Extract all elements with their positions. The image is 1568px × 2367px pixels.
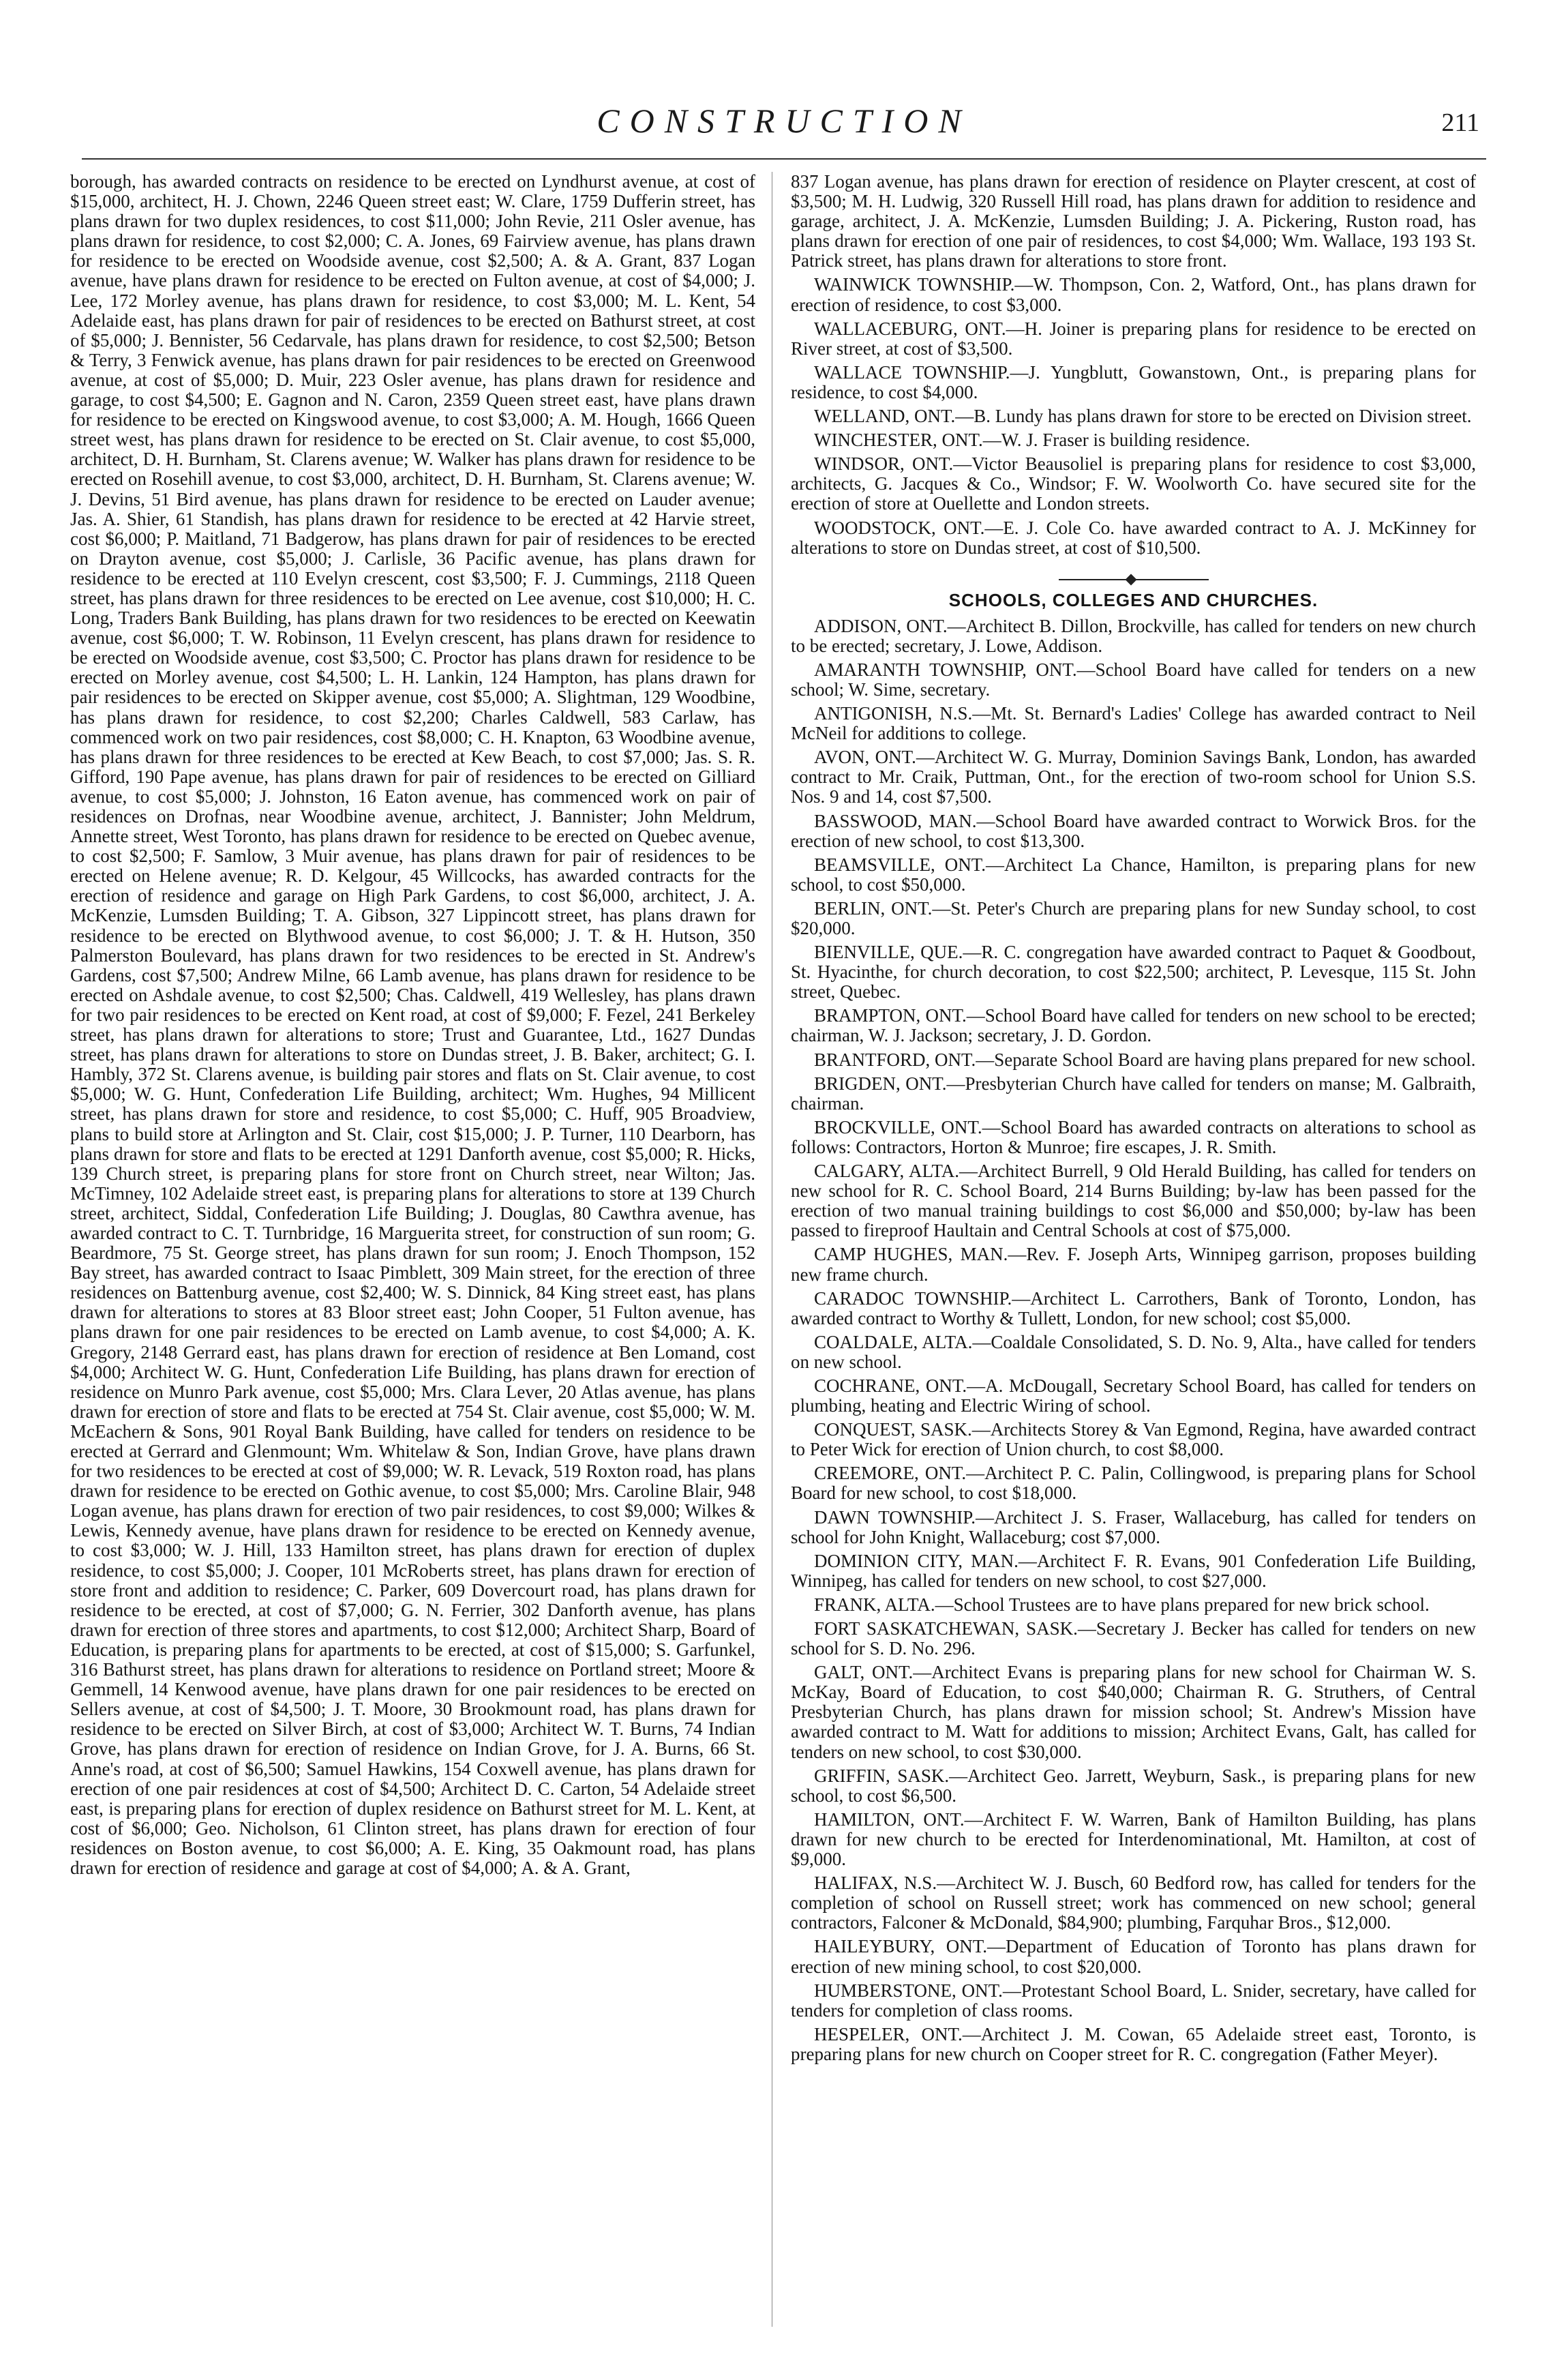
journal-title: CONSTRUCTION bbox=[597, 102, 971, 140]
news-entry: HAILEYBURY, ONT.—Department of Education of Toronto has plans drawn for erection of new mining school, to cost $20,000. bbox=[791, 1936, 1476, 1977]
residences-continued bbox=[791, 172, 1476, 558]
news-entry: HESPELER, ONT.—Architect J. M. Cowan, 65 Adelaide street east, Toronto, is preparing plans for new church on Cooper street for R. C. congregation (Father Meyer). bbox=[791, 2023, 1476, 2064]
news-entry: DOMINION CITY, MAN.—Architect F. R. Evans, 901 Confederation Life Building, Winnipeg, has called for tenders on new school, to cost $27,000. bbox=[791, 1550, 1476, 1591]
header-rule bbox=[82, 158, 1486, 160]
news-entry: 837 Logan avenue, has plans drawn for erection of residence on Playter crescent, at cost of $3,500; M. H. Ludwig, 320 Russell Hill road, has plans drawn for addition to residence and garage, architect, J. A. McKenzie, Lumsden Building; J. A. Pickering, Ruston road, has plans drawn for erection of one pair of residences, to cost $4,000; Wm. Wallace, 193 193 St. Patrick street, has plans drawn for alterations to store front. bbox=[791, 172, 1476, 271]
news-entry: BRIGDEN, ONT.—Presbyterian Church have called for tenders on manse; M. Galbraith, chairman. bbox=[791, 1073, 1476, 1114]
news-entry: CALGARY, ALTA.—Architect Burrell, 9 Old Herald Building, has called for tenders on new school for R. C. School Board, 214 Burns Building; by-law has been passed for the erection of two manual training buildings to cost $6,000 and $50,000; by-law has been passed to fireproof Haultain and Central Schools at cost of $75,000. bbox=[791, 1161, 1476, 1241]
news-entry: CAMP HUGHES, MAN.—Rev. F. Joseph Arts, Winnipeg garrison, proposes building new frame church. bbox=[791, 1244, 1476, 1285]
news-entry: HUMBERSTONE, ONT.—Protestant School Board, L. Snider, secretary, have called for tenders for completion of class rooms. bbox=[791, 1980, 1476, 2021]
news-entry: WALLACEBURG, ONT.—H. Joiner is preparing plans for residence to be erected on River street, at cost of $3,500. bbox=[791, 318, 1476, 359]
news-entry: HAMILTON, ONT.—Architect F. W. Warren, Bank of Hamilton Building, has plans drawn for new church to be erected for Interdenominational, Mt. Hamilton, at cost of $9,000. bbox=[791, 1808, 1476, 1870]
continued-paragraph: borough, has awarded contracts on residence to be erected on Lyndhurst avenue, at cost of $15,000, architect, H. J. Chown, 2246 Queen street east; W. Clare, 1759 Dufferin street, has plans drawn for two duplex residences, to cost $11,000; John Revie, 211 Osler avenue, has plans drawn for residence, to cost $2,000; C. A. Jones, 69 Fairview avenue, has plans drawn for residence to be erected on Woodside avenue, cost $2,500; A. & A. Grant, 837 Logan avenue, have plans drawn for residence to be erected on Fulton avenue, at cost of $4,000; J. Lee, 172 Morley avenue, has plans drawn for residence, to cost $3,000; M. L. Kent, 54 Adelaide east, has plans drawn for pair of residences to be erected on Bathurst street, at cost of $5,000; J. Bennister, 56 Cedarvale, has plans drawn for residence, to cost $2,500; Betson & Terry, 3 Fenwick avenue, has plans drawn for pair residences to be erected on Greenwood avenue, at cost of $5,000; D. Muir, 223 Osler avenue, has plans drawn for residence and garage, to cost $4,500; E. Gagnon and N. Caron, 2359 Queen street east, have plans drawn for residence to be erected on Kingswood avenue, to cost $3,000; A. M. Hough, 1666 Queen street west, has plans drawn for residence to be erected on St. Clair avenue, to cost $5,000, architect, D. H. Burnham, St. Clarens avenue; W. Walker has plans drawn for residence to be erected on Rosehill avenue, to cost $3,000, architect, D. H. Burnham, St. Clarens avenue; W. J. Devins, 51 Bird avenue, has plans drawn for residence to be erected on Lauder avenue; Jas. A. Shier, 61 Standish, has plans drawn for residence to be erected at 42 Harvie street, cost $6,000; P. Maitland, 71 Badgerow, has plans drawn for pair of residences to be erected on Drayton avenue, cost $5,000; J. Carlisle, 36 Pacific avenue, has plans drawn for residence to be erected at 110 Evelyn crescent, cost $3,500; F. J. Cummings, 2118 Queen street, has plans drawn for three residences to be erected on Lee avenue, cost $10,000; H. C. Long, Traders Bank Building, has plans drawn for two residences to be erected on Keewatin avenue, cost $6,000; T. W. Robinson, 11 Evelyn crescent, has plans drawn for residence to be erected on Woodside avenue, cost $3,500; C. Proctor has plans drawn for residence to be erected on Morley avenue, cost $4,500; L. H. Lankin, 124 Hampton, has plans drawn for pair residences to be erected on Skipper avenue, cost $5,000; A. Slightman, 129 Woodbine, has plans drawn for residence, to cost $2,200; Charles Caldwell, 583 Carlaw, has commenced work on two pair residences, cost $8,000; C. H. Knapton, 63 Woodbine avenue, has plans drawn for three residences to be erected at Kew Beach, to cost $7,000; Jas. S. R. Gifford, 190 Pape avenue, has plans drawn for pair of residences to be erected on Gilliard avenue, to cost $5,000; J. Johnston, 16 Eaton avenue, has commenced work on pair of residences on Drofnas, near Woodbine avenue, architect, J. Bannister; John Meldrum, Annette street, West Toronto, has plans drawn for residence to be erected on Quebec avenue, to cost $2,500; F. Samlow, 3 Muir avenue, has plans drawn for pair of residences to be erected on Helene avenue; R. D. Kelgour, 45 Willcocks, has awarded contracts for the erection of residence and garage on High Park Gardens, to cost $6,000, architect, J. A. McKenzie, Lumsden Building; T. A. Gibson, 327 Lippincott street, has plans drawn for residence to be erected on Blythwood avenue, to cost $6,000; J. T. & H. Hutson, 350 Palmerston Boulevard, has plans drawn for two residences to be erected in St. Andrew's Gardens, cost $7,500; Andrew Milne, 66 Lamb avenue, has plans drawn for residence to be erected on Ashdale avenue, to cost $2,500; Chas. Caldwell, 419 Wellesley, has plans drawn for two pair residences to be erected on Kent road, at cost of $9,000; F. Fezel, 241 Berkeley street, has plans drawn for alterations to store; Trust and Guarantee, Ltd., 1627 Dundas street, has plans drawn for alterations to store on Dundas street, J. B. Baker, architect; G. I. Hambly, 372 St. Clarens avenue, is building pair stores and flats on St. Clair avenue, to cost $5,000; W. G. Hunt, Confederation Life Building, architect; Wm. Hughes, 94 Millicent street, has plans drawn for store and residence, to cost $5,000; C. Huff, 905 Broadview, plans to build store at Arlington and St. Clair, cost $15,000; J. P. Turner, 110 Dearborn, has plans drawn for store and flats to be erected at 1291 Danforth avenue, cost $5,000; R. Hicks, 139 Church street, is preparing plans for store front on Church street, near Wilton; Jas. McTimney, 102 Adelaide street east, is preparing plans for alterations to store at 139 Church street, architect, Siddal, Confederation Life Building; J. Douglas, 80 Cawthra avenue, has awarded contract to C. T. Turnbridge, 16 Marguerita street, for construction of sun room; G. Beardmore, 75 St. George street, has plans drawn for sun room; J. Enoch Thompson, 152 Bay street, has awarded contract to Isaac Pimblett, 309 Main street, for the erection of three residences on Battenburg avenue, cost $2,400; W. S. Dinnick, 84 King street east, has plans drawn for alterations to stores at 83 Bloor street east; John Cooper, 51 Fulton avenue, has plans drawn for one pair residences to be erected on Lamb avenue, to cost $4,000; A. K. Gregory, 2148 Gerrard east, has plans drawn for erection of residence at Ben Lomand, cost $4,000; Architect W. G. Hunt, Confederation Life Building, has plans drawn for erection of residence on Munro Park avenue, cost $5,000; Mrs. Clara Lever, 20 Atlas avenue, has plans drawn for erection of store and flats to be erected at 754 St. Clair avenue, cost $5,000; W. M. McEachern & Sons, 901 Royal Bank Building, have called for tenders on residence to be erected at Gerrard and Glenmount; Wm. Whitelaw & Son, Indian Grove, have plans drawn for two residences to be erected at cost of $9,000; W. R. Levack, 519 Roxton road, has plans drawn for residence to be erected on Gothic avenue, to cost $5,000; Mrs. Caroline Blair, 948 Logan avenue, has plans drawn for erection of two pair residences, to cost $9,000; Wilkes & Lewis, Kennedy avenue, have plans drawn for residence to be erected on Kennedy avenue, to cost $3,000; W. J. Hill, 133 Hamilton street, has plans drawn for erection of duplex residence, to cost $5,000; J. Cooper, 101 McRoberts street, has plans drawn for erection of store front and addition to residence; C. Parker, 609 Dovercourt road, has plans drawn for residence to be erected, at cost of $7,000; G. N. Ferrier, 302 Danforth avenue, has plans drawn for erection of three stores and apartments, to cost $12,000; Architect Sharp, Board of Education, is preparing plans for apartments to be erected, at cost of $15,000; S. Garfunkel, 316 Bathurst street, has plans drawn for alterations to residence on Portland street; Moore & Gemmell, 14 Kenwood avenue, have plans drawn for one pair residences to be erected on Sellers avenue, at cost of $4,500; J. T. Moore, 30 Brookmount road, has plans drawn for residence to be erected on Silver Birch, at cost of $3,000; Architect W. T. Burns, 74 Indian Grove, has plans drawn for erection of residence on Indian Grove, for J. A. Burns, 66 St. Anne's road, at cost of $6,500; Samuel Hawkins, 154 Coxwell avenue, has plans drawn for erection of one pair residences at cost of $4,500; Architect D. C. Carton, 54 Adelaide street east, is preparing plans for erection of duplex residence on Bathurst street for M. L. Kent, at cost of $6,000; Geo. Nicholson, 61 Clinton street, has plans drawn for erection of four residences on Boston avenue, to cost $6,000; A. E. King, 35 Oakmount road, has plans drawn for erection of residence and garage at cost of $4,000; A. & A. Grant, bbox=[70, 172, 755, 1878]
news-entry: BERLIN, ONT.—St. Peter's Church are preparing plans for new Sunday school, to cost $20,000. bbox=[791, 897, 1476, 939]
news-entry: GRIFFIN, SASK.—Architect Geo. Jarrett, Weyburn, Sask., is preparing plans for new school, to cost $6,500. bbox=[791, 1765, 1476, 1806]
page-number: 211 bbox=[1441, 108, 1479, 137]
news-entry: GALT, ONT.—Architect Evans is preparing plans for new school for Chairman W. S. McKay, Board of Education, to cost $40,000; Chairman R. G. Struthers, of Central Presbyterian Church, has plans drawn for mission school; St. Andrew's Mission have awarded contract to M. Watt for additions to mission; Architect Evans, Galt, has called for tenders on new school, to cost $30,000. bbox=[791, 1662, 1476, 1762]
news-entry: WINDSOR, ONT.—Victor Beausoliel is preparing plans for residence to cost $3,000, architects, G. Jacques & Co., Windsor; F. W. Woolworth Co. have secured site for the erection of store at Ouellette and London streets. bbox=[791, 453, 1476, 514]
news-entry: BEAMSVILLE, ONT.—Architect La Chance, Hamilton, is preparing plans for new school, to cost $50,000. bbox=[791, 854, 1476, 895]
news-entry: FORT SASKATCHEWAN, SASK.—Secretary J. Becker has called for tenders on new school for S. D. No. 296. bbox=[791, 1618, 1476, 1659]
news-entry: BRAMPTON, ONT.—School Board have called for tenders on new school to be erected; chairman, W. J. Jackson; secretary, J. D. Gordon. bbox=[791, 1005, 1476, 1046]
news-entry: BIENVILLE, QUE.—R. C. congregation have awarded contract to Paquet & Goodbout, St. Hyacinthe, for church decoration, to cost $22,500; architect, P. Levesque, 115 St. John street, Quebec. bbox=[791, 942, 1476, 1002]
page-header bbox=[82, 101, 1486, 155]
schools-entries bbox=[791, 616, 1476, 2064]
section-ornament bbox=[1059, 576, 1209, 584]
news-entry: CREEMORE, ONT.—Architect P. C. Palin, Collingwood, is preparing plans for School Board for new school, to cost $18,000. bbox=[791, 1463, 1476, 1504]
right-column bbox=[791, 172, 1476, 2340]
news-entry: WOODSTOCK, ONT.—E. J. Cole Co. have awarded contract to A. J. McKinney for alterations to store on Dundas street, at cost of $10,500. bbox=[791, 517, 1476, 558]
news-entry: WAINWICK TOWNSHIP.—W. Thompson, Con. 2, Watford, Ont., has plans drawn for erection of residence, to cost $3,000. bbox=[791, 274, 1476, 315]
news-entry: BRANTFORD, ONT.—Separate School Board are having plans prepared for new school. bbox=[814, 1049, 1476, 1070]
news-entry: FRANK, ALTA.—School Trustees are to have plans prepared for new brick school. bbox=[814, 1594, 1430, 1615]
news-entry: ADDISON, ONT.—Architect B. Dillon, Brockville, has called for tenders on new church to be erected; secretary, J. Lowe, Addison. bbox=[791, 615, 1476, 656]
news-entry: CARADOC TOWNSHIP.—Architect L. Carrothers, Bank of Toronto, London, has awarded contract to Worthy & Tullett, London, for new school; cost $5,000. bbox=[791, 1287, 1476, 1328]
news-entry: ANTIGONISH, N.S.—Mt. St. Bernard's Ladies' College has awarded contract to Neil McNeil for additions to college. bbox=[791, 703, 1476, 744]
left-column bbox=[70, 172, 755, 2340]
news-entry: HALIFAX, N.S.—Architect W. J. Busch, 60 Bedford row, has called for tenders for the completion of school on Russell street; work has commenced on new school; general contractors, Falconer & McDonald, $84,900; plumbing, Farquhar Bros., $12,000. bbox=[791, 1873, 1476, 1933]
section-heading: SCHOOLS, COLLEGES AND CHURCHES. bbox=[948, 589, 1318, 610]
news-entry: AMARANTH TOWNSHIP, ONT.—School Board have called for tenders on a new school; W. Sime, secretary. bbox=[791, 659, 1476, 700]
news-entry: BASSWOOD, MAN.—School Board have awarded contract to Worwick Bros. for the erection of new school, to cost $13,300. bbox=[791, 810, 1476, 851]
news-entry: BROCKVILLE, ONT.—School Board has awarded contracts on alterations to school as follows: Contractors, Horton & Munroe; fire escapes, J. R. Smith. bbox=[791, 1116, 1476, 1157]
news-entry: COCHRANE, ONT.—A. McDougall, Secretary School Board, has called for tenders on plumbing, heating and Electric Wiring of school. bbox=[791, 1375, 1476, 1416]
news-entry: WINCHESTER, ONT.—W. J. Fraser is building residence. bbox=[814, 430, 1250, 451]
news-entry: WELLAND, ONT.—B. Lundy has plans drawn for store to be erected on Division street. bbox=[814, 406, 1472, 427]
news-entry: DAWN TOWNSHIP.—Architect J. S. Fraser, Wallaceburg, has called for tenders on school for John Knight, Wallaceburg; cost $7,000. bbox=[791, 1506, 1476, 1547]
news-entry: COALDALE, ALTA.—Coaldale Consolidated, S. D. No. 9, Alta., have called for tenders on new school. bbox=[791, 1331, 1476, 1372]
news-entry: AVON, ONT.—Architect W. G. Murray, Dominion Savings Bank, London, has awarded contract to Mr. Craik, Puttman, Ont., for the erection of two-room school for Union S.S. Nos. 9 and 14, cost $7,500. bbox=[791, 747, 1476, 807]
news-entry: WALLACE TOWNSHIP.—J. Yungblutt, Gowanstown, Ont., is preparing plans for residence, to cost $4,000. bbox=[791, 361, 1476, 402]
news-entry: CONQUEST, SASK.—Architects Storey & Van Egmond, Regina, have awarded contract to Peter Wick for erection of Union church, to cost $8,000. bbox=[791, 1419, 1476, 1460]
